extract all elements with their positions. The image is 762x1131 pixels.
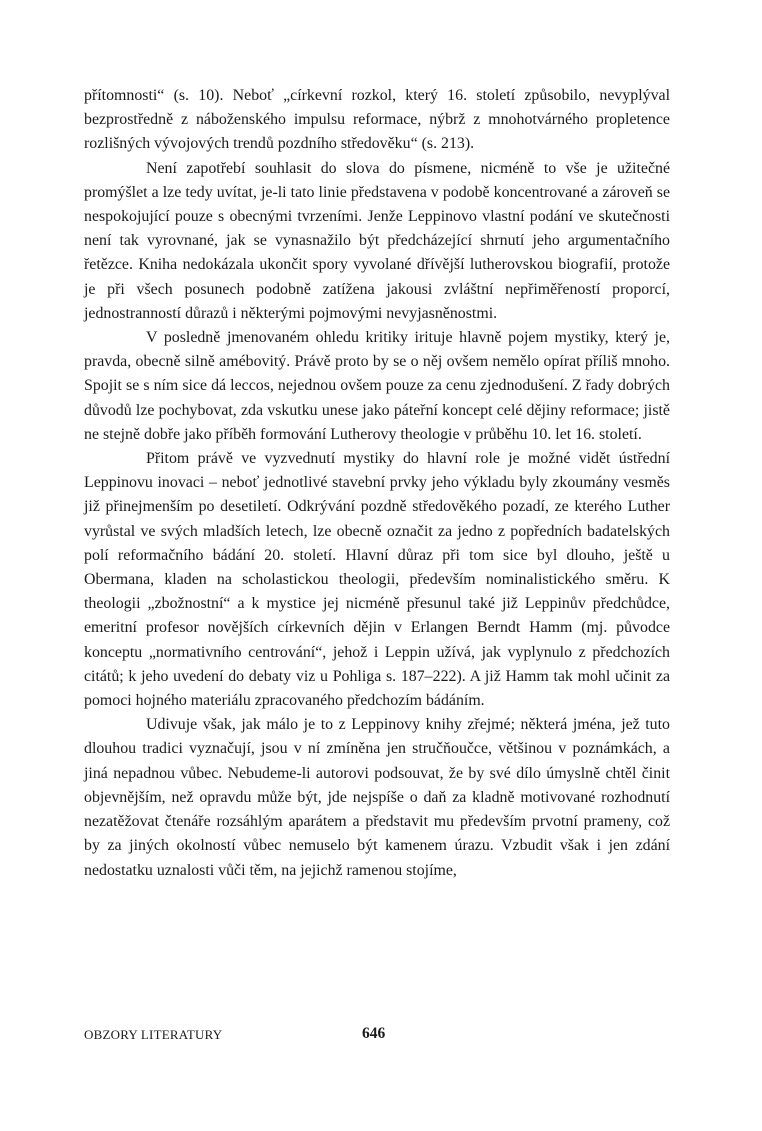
paragraph: V posledně jmenovaném ohledu kritiky irituje hlavně pojem mystiky, který je, pravda, obecně silně amébovitý. Právě proto by se o něj ovšem nemělo opírat příliš mnoho. Spojit se s ním sice dá leccos, nejednou ovšem pouze za cenu zjednodušení. Z řady dobrých důvodů lze pochybovat, zda vskutku unese jako páteřní koncept celé dějiny reformace; jistě ne stejně dobře jako příběh formování Lutherovy theologie v průběhu 10. let 16. století. <box>84 329 670 443</box>
paragraph: Udivuje však, jak málo je to z Leppinovy knihy zřejmé; některá jména, jež tuto dlouhou tradici vyznačují, jsou v ní zmíněna jen stručňoučce, většinou v poznámkách, a jiná nepadnou vůbec. Nebudeme-li autorovi podsouvat, že by své dílo úmyslně chtěl činit objevnějším, než opravdu může být, jde nejspíše o daň za kladně motivované rozhodnutí nezatěžovat čtenáře rozsáhlým aparátem a představit mu především prvotní prameny, což by za jiných okolností vůbec nemuselo být kamenem úrazu. Vzbudit však i jen zdání nedostatku uznalosti vůči těm, na jejichž ramenou stojíme, <box>84 716 670 879</box>
page-number: 646 <box>362 1025 386 1042</box>
page-body <box>84 84 670 883</box>
journal-name: OBZORY LITERATURY <box>84 1027 223 1042</box>
paragraph: Není zapotřebí souhlasit do slova do písmene, nicméně to vše je užitečné promýšlet a lze tedy uvítat, je-li tato linie představena v podobě koncentrované a zároveň se nespokojující pouze s obecnými tvrzeními. Jenže Leppinovo vlastní podání ve skutečnosti není tak vyrovnané, jak se vynasnažilo být předcházející shrnutí jeho argumentačního řetězce. Kniha nedokázala ukončit spory vyvolané dřívější lutherovskou biografií, protože je při všech posunech podobně zatížena jakousi zvláštní nepřiměřeností proporcí, jednostranností důrazů i některými pojmovými nevyjasněnostmi. <box>84 159 670 322</box>
page-footer <box>84 1026 670 1050</box>
paragraph: přítomnosti“ (s. 10). Neboť „církevní rozkol, který 16. století způsobilo, nevyplýval bezprostředně z náboženského impulsu reformace, nýbrž z mnohotvárného propletence rozlišných vývojových trendů pozdního středověku“ (s. 213). <box>84 87 670 153</box>
paragraph: Přitom právě ve vyzvednutí mystiky do hlavní role je možné vidět ústřední Leppinovu inovaci – neboť jednotlivé stavební prvky jeho výkladu byly zkoumány vesměs již přinejmenším po desetiletí. Odkrývání pozdně středověkého pozadí, ze kterého Luther vyrůstal ve svých mladších letech, lze obecně označit za jedno z popředních badatelských polí reformačního bádání 20. století. Hlavní důraz při tom sice byl dlouho, ještě u Obermana, kladen na scholastickou theologii, především nominalistického směru. K theologii „zbožnostní“ a k mystice jej nicméně přesunul také již Leppinův předchůdce, emeritní profesor novějších církevních dějin v Erlangen Berndt Hamm (mj. původce konceptu „normativního centrování“, jehož i Leppin užívá, jak vyplynulo z předchozích citátů; k jeho uvedení do debaty viz u Pohliga s. 187–222). A již Hamm tak mohl učinit za pomoci hojného materiálu zpracovaného předchozím bádáním. <box>84 450 670 710</box>
